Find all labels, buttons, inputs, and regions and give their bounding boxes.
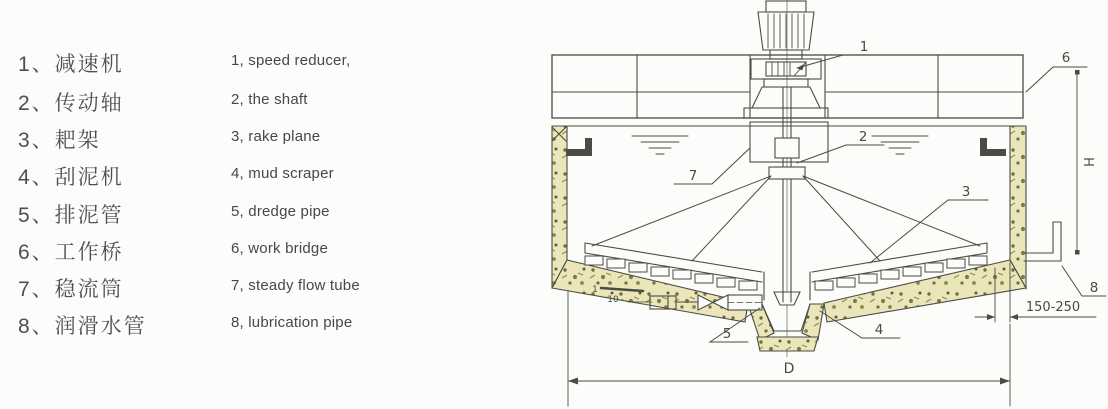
part-label-en: 3, rake plane xyxy=(231,128,321,145)
parts-list-row xyxy=(18,48,351,78)
part-label-cn: 1、减速机 xyxy=(18,53,124,76)
drive-unit xyxy=(744,1,828,118)
motor-fins xyxy=(768,14,804,48)
parts-list-row xyxy=(18,236,329,266)
dimension-height-label: H xyxy=(1080,157,1095,167)
parts-list-row xyxy=(18,161,334,191)
parts-list xyxy=(0,0,540,409)
part-label-cn: 4、刮泥机 xyxy=(18,166,124,189)
part-label-en: 5, dredge pipe xyxy=(231,203,330,220)
thickener-section-drawing xyxy=(538,0,1108,409)
callout-2-label: 2 xyxy=(858,129,868,145)
part-label-en: 2, the shaft xyxy=(231,91,308,108)
drive-pedestal xyxy=(752,87,820,108)
reducer-flange xyxy=(764,79,808,87)
tank-floor-left xyxy=(552,260,748,322)
sump-wall-right xyxy=(802,304,824,340)
callout-5-label: 5 xyxy=(722,326,732,342)
motor-cap xyxy=(766,1,806,12)
callout-3 xyxy=(870,184,988,263)
callout-8 xyxy=(1062,266,1106,296)
part-label-cn: 7、稳流筒 xyxy=(18,278,124,301)
shaft-coupling xyxy=(775,138,799,158)
part-label-en: 8, lubrication pipe xyxy=(231,314,353,331)
part-label-en: 7, steady flow tube xyxy=(231,277,360,294)
lubrication-pipe xyxy=(1024,222,1061,261)
sump-base xyxy=(757,337,818,351)
slope-denominator: 10 xyxy=(607,295,619,305)
water-level-icon-left xyxy=(632,136,688,154)
callout-8-label: 8 xyxy=(1089,280,1099,296)
callout-4-label: 4 xyxy=(874,322,884,338)
scum-baffle-left xyxy=(566,138,592,156)
dimension-height xyxy=(1075,70,1095,255)
parts-list-row xyxy=(18,87,308,117)
drive-base-plate xyxy=(744,108,828,118)
callout-1-label: 1 xyxy=(859,39,869,55)
callout-2 xyxy=(797,129,884,163)
slope-numerator: 1 xyxy=(592,285,598,295)
scum-baffle-right xyxy=(980,138,1006,156)
part-label-en: 1, speed reducer, xyxy=(231,52,351,69)
part-label-en: 6, work bridge xyxy=(231,240,329,257)
part-label-cn: 5、排泥管 xyxy=(18,204,124,227)
dimension-diameter-label: D xyxy=(783,361,795,377)
mud-scraper-cone xyxy=(774,292,800,305)
callout-6-label: 6 xyxy=(1061,50,1071,66)
parts-list-row xyxy=(18,310,353,340)
callout-7 xyxy=(674,148,750,184)
callout-3-label: 3 xyxy=(961,184,971,200)
rake-tie-rods xyxy=(592,176,980,261)
callout-7-label: 7 xyxy=(688,168,698,184)
part-label-cn: 3、耙架 xyxy=(18,129,101,152)
rake-hub xyxy=(769,167,805,179)
parts-list-row xyxy=(18,273,360,303)
part-label-cn: 2、传动轴 xyxy=(18,92,124,115)
part-label-en: 4, mud scraper xyxy=(231,165,334,182)
parts-list-row xyxy=(18,199,330,229)
part-label-cn: 6、工作桥 xyxy=(18,241,124,264)
dimension-wall-clearance-label: 150-250 xyxy=(1025,300,1081,315)
parts-list-row xyxy=(18,124,321,154)
part-label-cn: 8、润滑水管 xyxy=(18,315,147,338)
